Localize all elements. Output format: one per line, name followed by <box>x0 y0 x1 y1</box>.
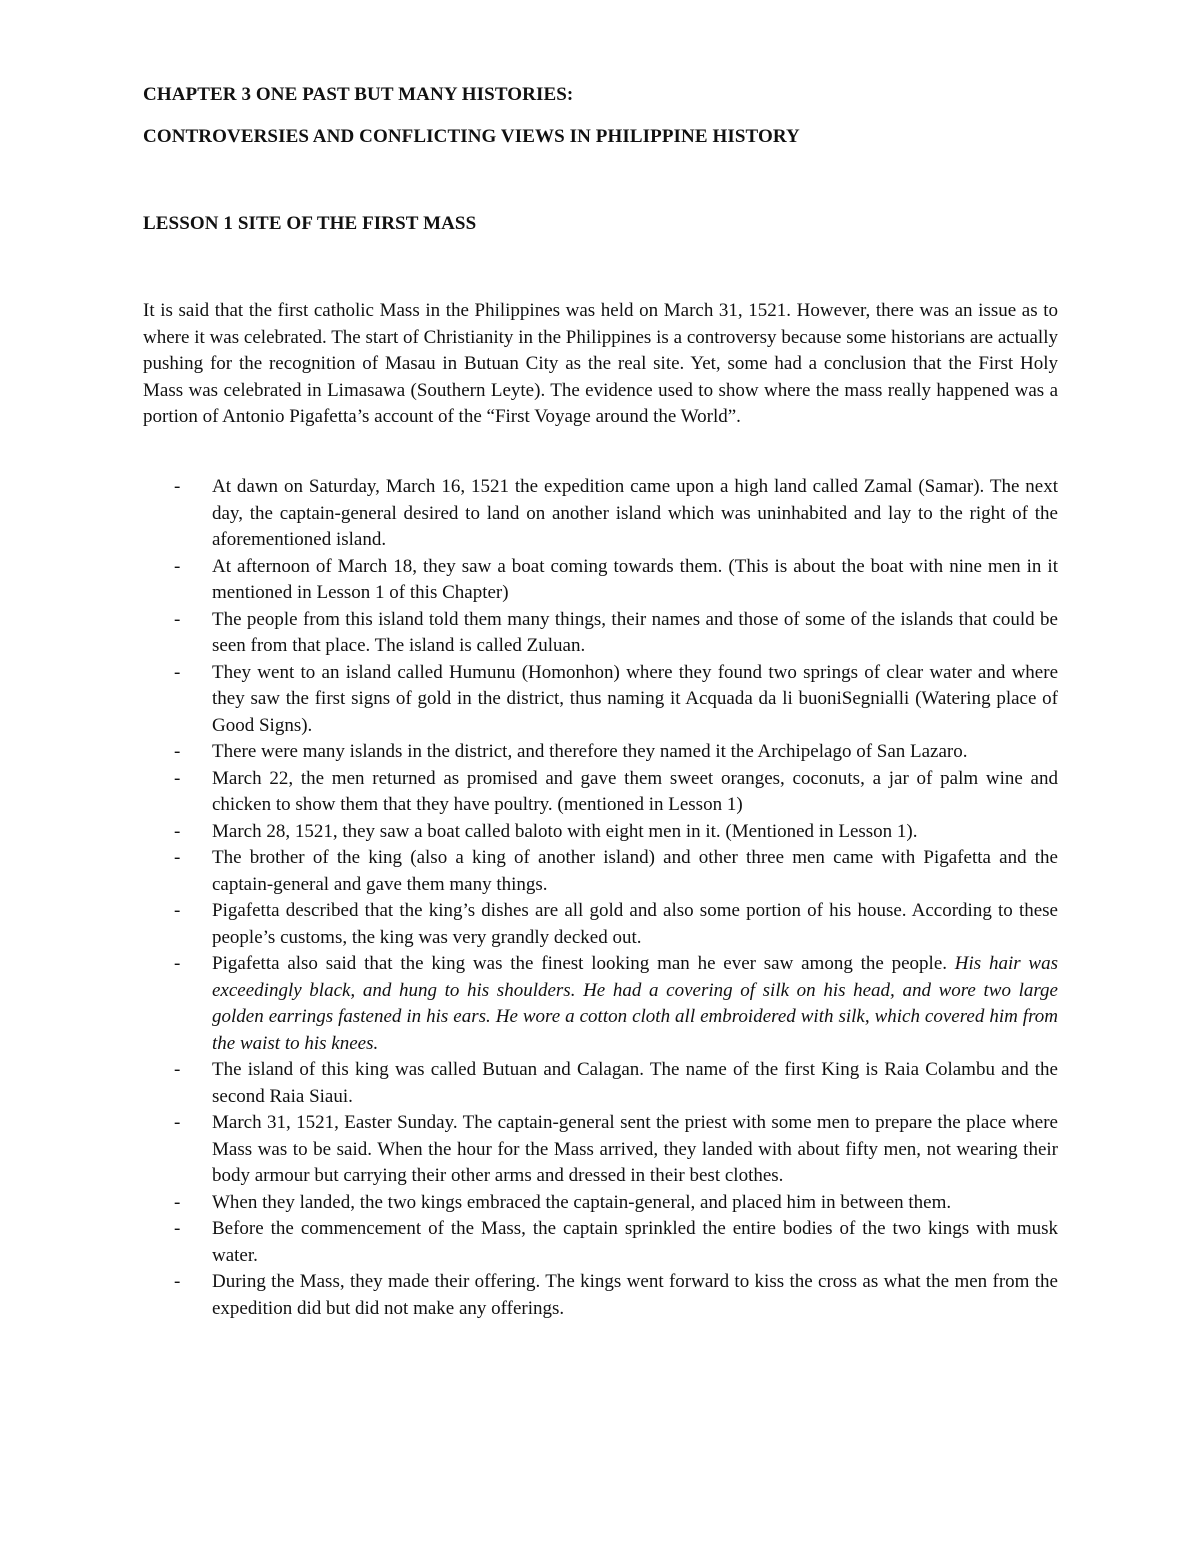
list-item-text: The people from this island told them many things, their names and those of some of the islands that could be seen from that place. The island is called Zuluan. <box>212 608 1058 656</box>
list-item <box>143 607 1058 660</box>
bullet-dash: - <box>174 767 181 789</box>
list-item <box>143 1057 1058 1110</box>
bullet-dash: - <box>174 1191 181 1213</box>
list-item-text: There were many islands in the district, and therefore they named it the Archipelago of San Lazaro. <box>212 741 968 762</box>
bullet-dash: - <box>174 741 181 762</box>
list-item <box>143 474 1058 554</box>
list-item <box>143 1190 1058 1217</box>
chapter-subtitle: CONTROVERSIES AND CONFLICTING VIEWS IN PHILIPPINE HISTORY <box>143 126 800 147</box>
bullet-dash: - <box>174 608 181 630</box>
list-item-text: March 28, 1521, they saw a boat called baloto with eight men in it. (Mentioned in Lesson 1). <box>212 820 918 842</box>
list-item <box>143 845 1058 898</box>
list-item-text: At dawn on Saturday, March 16, 1521 the expedition came upon a high land called Zamal (Samar). The next day, the captain-general desired to land on another island which was uninhabited and lay to the right of the aforementioned island. <box>212 476 1058 550</box>
list-item <box>143 739 1058 766</box>
bullet-dash: - <box>174 476 181 497</box>
bullet-dash: - <box>174 953 181 974</box>
lesson-title: LESSON 1 SITE OF THE FIRST MASS <box>143 213 477 234</box>
bullet-dash: - <box>174 900 181 921</box>
list-item <box>143 819 1058 846</box>
list-item-text: The brother of the king (also a king of another island) and other three men came with Pigafetta and the captain-general and gave them many things. <box>212 847 1058 895</box>
list-item-text: At afternoon of March 18, they saw a boat coming towards them. (This is about the boat with nine men in it mentioned in Lesson 1 of this Chapter) <box>212 555 1058 603</box>
bullet-dash: - <box>174 820 181 842</box>
bullet-dash: - <box>174 1218 181 1239</box>
list-item <box>143 951 1058 1057</box>
bullet-dash: - <box>174 1059 181 1080</box>
king-description-quote: His hair was exceedingly black, and hung to his shoulders. He had a covering of silk on his head, and wore two large golden earrings fastened in his ears. He wore a cotton cloth all embroidered with silk, which covered him from the waist to his knees. <box>212 953 1058 1054</box>
list-item-text: March 22, the men returned as promised and gave them sweet oranges, coconuts, a jar of palm wine and chicken to show them that they have poultry. (mentioned in Lesson 1) <box>212 767 1058 815</box>
list-item-text: The island of this king was called Butuan and Calagan. The name of the first King is Raia Colambu and the second Raia Siaui. <box>212 1059 1058 1107</box>
list-item-text: When they landed, the two kings embraced the captain-general, and placed him in between them. <box>212 1191 952 1213</box>
account-bullet-list <box>143 474 1058 1322</box>
list-item <box>143 898 1058 951</box>
bullet-dash: - <box>174 661 181 683</box>
bullet-dash: - <box>174 1271 181 1292</box>
list-item <box>143 554 1058 607</box>
list-item <box>143 766 1058 819</box>
list-item <box>143 1269 1058 1322</box>
list-item-text: Before the commencement of the Mass, the captain sprinkled the entire bodies of the two kings with musk water. <box>212 1218 1058 1266</box>
bullet-dash: - <box>174 555 181 577</box>
bullet-dash: - <box>174 1112 181 1133</box>
chapter-title: CHAPTER 3 ONE PAST BUT MANY HISTORIES: <box>143 84 574 105</box>
list-item-text: They went to an island called Humunu (Homonhon) where they found two springs of clear water and where they saw the first signs of gold in the district, thus naming it Acquada da li buoniSegnialli (Watering place of Good Signs). <box>212 661 1058 736</box>
list-item <box>143 1216 1058 1269</box>
list-item-text: Pigafetta also said that the king was the finest looking man he ever saw among the people. <box>212 953 947 974</box>
bullet-dash: - <box>174 847 181 868</box>
list-item-text: March 31, 1521, Easter Sunday. The captain-general sent the priest with some men to prepare the place where Mass was to be said. When the hour for the Mass arrived, they landed with about fifty men, not wearing their body armour but carrying their other arms and dressed in their best clothes. <box>212 1112 1058 1186</box>
list-item-text: During the Mass, they made their offering. The kings went forward to kiss the cross as what the men from the expedition did but did not make any offerings. <box>212 1271 1058 1319</box>
intro-paragraph: It is said that the first catholic Mass in the Philippines was held on March 31, 1521. However, there was an issue as to where it was celebrated. The start of Christianity in the Philippines is a controversy because some historians are actually pushing for the recognition of Masau in Butuan City as the real site. Yet, some had a conclusion that the First Holy Mass was celebrated in Limasawa (Southern Leyte). The evidence used to show where the mass really happened was a portion of Antonio Pigafetta’s account of the “First Voyage around the World”. <box>143 300 1058 427</box>
list-item-text: Pigafetta described that the king’s dishes are all gold and also some portion of his house. According to these people’s customs, the king was very grandly decked out. <box>212 900 1058 948</box>
list-item <box>143 660 1058 740</box>
list-item <box>143 1110 1058 1190</box>
